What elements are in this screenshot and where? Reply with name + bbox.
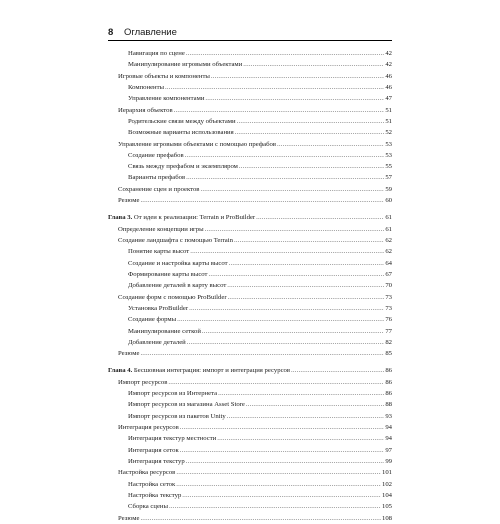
toc-entry[interactable] bbox=[108, 411, 392, 422]
toc-entry-text: Управление игровыми объектами с помощью префабов bbox=[118, 140, 277, 148]
toc-entry-text: Резюме bbox=[118, 350, 140, 358]
toc-entry[interactable] bbox=[108, 235, 392, 246]
toc-page-number: 76 bbox=[385, 316, 392, 324]
toc-entry-title bbox=[118, 235, 233, 246]
toc-entry[interactable] bbox=[108, 490, 392, 501]
toc-entry-text: Компоненты bbox=[128, 83, 165, 91]
toc-entry-text: Сборка сцены bbox=[128, 503, 169, 511]
toc-chapter-block bbox=[108, 212, 392, 359]
toc-entry-title bbox=[128, 388, 217, 399]
toc-entry-text: Варианты префабов bbox=[128, 174, 186, 182]
dot-leader bbox=[174, 105, 385, 116]
dot-leader bbox=[200, 184, 384, 195]
toc-chapter-entry[interactable] bbox=[108, 212, 392, 223]
toc-entry-title bbox=[118, 422, 179, 433]
toc-entry-title bbox=[118, 105, 173, 116]
toc-page-number: 51 bbox=[385, 106, 392, 114]
toc-entry-text: От идеи к реализации: Terrain и ProBuilder bbox=[132, 214, 256, 222]
toc-entry-title bbox=[128, 326, 201, 337]
toc-page-number: 77 bbox=[385, 327, 392, 335]
toc-entry-text: Иерархия объектов bbox=[118, 106, 173, 114]
toc-entry-text: Создание префабов bbox=[128, 151, 184, 159]
toc-entry-title bbox=[118, 467, 175, 478]
dot-leader bbox=[168, 377, 384, 388]
dot-leader bbox=[256, 212, 384, 223]
toc-entry-text: Добавление деталей bbox=[128, 338, 186, 346]
chapter-label: Глава 4. bbox=[108, 367, 133, 375]
toc-entry-title bbox=[128, 150, 184, 161]
toc-page-number: 85 bbox=[385, 350, 392, 358]
toc-entry-text: Интеграция текстур местности bbox=[128, 435, 217, 443]
toc-entry[interactable] bbox=[108, 161, 392, 172]
dot-leader bbox=[180, 445, 385, 456]
toc-entry-text: Родительские связи между объектами bbox=[128, 117, 236, 125]
toc-entry-title bbox=[128, 479, 175, 490]
toc-entry-text: Понятие карты высот bbox=[128, 248, 190, 256]
toc-page-number: 108 bbox=[381, 514, 392, 522]
toc-entry-text: Интеграция ресурсов bbox=[118, 424, 179, 431]
toc-entry-text: Манипулирование игровыми объектами bbox=[128, 61, 243, 69]
toc-entry-title bbox=[128, 161, 238, 172]
toc-page-number: 47 bbox=[385, 95, 392, 103]
toc-page-number: 42 bbox=[385, 50, 392, 57]
toc-page-number: 70 bbox=[385, 282, 392, 290]
toc-entry-title bbox=[108, 212, 255, 223]
toc-page-number: 86 bbox=[385, 390, 392, 398]
toc-entry-title bbox=[128, 246, 189, 257]
toc-entry-text: Определение концепции игры bbox=[118, 225, 204, 233]
dot-leader bbox=[211, 71, 384, 82]
running-title: Оглавление bbox=[123, 27, 177, 38]
toc-entry-title bbox=[118, 292, 227, 303]
dot-leader bbox=[186, 172, 384, 183]
toc-entry-title bbox=[118, 348, 139, 359]
toc-entry-text: Создание формы bbox=[128, 316, 177, 324]
toc-page-number: 62 bbox=[385, 248, 392, 256]
toc-entry[interactable] bbox=[108, 184, 392, 195]
toc-entry[interactable] bbox=[108, 59, 392, 70]
dot-leader bbox=[218, 388, 384, 399]
toc-entry-text: Резюме bbox=[118, 197, 140, 205]
toc-entry[interactable] bbox=[108, 388, 392, 399]
toc-page-number: 102 bbox=[381, 480, 392, 488]
toc-entry-text: Импорт ресурсов из пакетов Unity bbox=[128, 412, 226, 420]
dot-leader bbox=[205, 224, 385, 235]
toc-entry-title bbox=[128, 399, 245, 410]
toc-entry[interactable] bbox=[108, 93, 392, 104]
toc-entry-title bbox=[118, 377, 167, 388]
toc-entry-title bbox=[128, 258, 228, 269]
toc-entry[interactable] bbox=[108, 422, 392, 433]
toc-entry[interactable] bbox=[108, 105, 392, 116]
running-header bbox=[108, 25, 392, 41]
toc-page-number: 73 bbox=[385, 304, 392, 312]
dot-leader bbox=[176, 479, 381, 490]
dot-leader bbox=[140, 195, 384, 206]
dot-leader bbox=[169, 501, 381, 512]
table-of-contents bbox=[108, 48, 392, 524]
toc-entry[interactable] bbox=[108, 269, 392, 280]
toc-page-number: 46 bbox=[385, 83, 392, 91]
toc-entry-title bbox=[118, 513, 139, 524]
toc-entry[interactable] bbox=[108, 433, 392, 444]
toc-entry-title bbox=[128, 82, 164, 93]
toc-entry-text: Связь между префабом и экземпляром bbox=[128, 163, 238, 171]
toc-entry[interactable] bbox=[108, 71, 392, 82]
toc-entry[interactable] bbox=[108, 467, 392, 478]
toc-page-number: 57 bbox=[385, 174, 392, 182]
dot-leader bbox=[180, 422, 385, 433]
toc-page-number: 94 bbox=[385, 435, 392, 443]
toc-page-number: 55 bbox=[385, 163, 392, 171]
toc-page-number: 73 bbox=[385, 293, 392, 301]
toc-entry[interactable] bbox=[108, 172, 392, 183]
toc-chapter-block bbox=[108, 48, 392, 206]
toc-entry[interactable] bbox=[108, 314, 392, 325]
toc-entry-text: Формирование карты высот bbox=[128, 270, 208, 278]
toc-entry-text: Настройка текстур bbox=[128, 491, 182, 499]
toc-page-number: 88 bbox=[385, 401, 392, 409]
toc-entry-text: Установка ProBuilder bbox=[128, 304, 189, 312]
toc-page-number: 51 bbox=[385, 117, 392, 125]
toc-page-number: 94 bbox=[385, 424, 392, 431]
toc-entry[interactable] bbox=[108, 479, 392, 490]
toc-entry[interactable] bbox=[108, 326, 392, 337]
toc-page-number: 52 bbox=[385, 129, 392, 137]
toc-entry-text: Игровые объекты и компоненты bbox=[118, 72, 210, 80]
toc-entry-title bbox=[128, 314, 176, 325]
toc-entry-text: Резюме bbox=[118, 514, 140, 522]
toc-entry[interactable] bbox=[108, 348, 392, 359]
toc-entry-title bbox=[128, 93, 204, 104]
dot-leader bbox=[140, 513, 381, 524]
dot-leader bbox=[239, 161, 384, 172]
dot-leader bbox=[177, 314, 384, 325]
toc-page-number: 86 bbox=[385, 378, 392, 386]
toc-chapter-entry[interactable] bbox=[108, 365, 392, 376]
toc-entry-text: Добавление деталей в карту высот bbox=[128, 282, 227, 290]
dot-leader bbox=[235, 127, 385, 138]
toc-page-number: 105 bbox=[381, 503, 392, 511]
toc-entry-text: Создание и настройка карты высот bbox=[128, 259, 228, 267]
toc-entry-title bbox=[128, 501, 168, 512]
toc-entry-text: Настройка сеток bbox=[128, 480, 176, 488]
toc-entry[interactable] bbox=[108, 116, 392, 127]
toc-entry[interactable] bbox=[108, 456, 392, 467]
toc-entry-text: Интеграция текстур bbox=[128, 457, 185, 465]
toc-entry[interactable] bbox=[108, 377, 392, 388]
toc-page-number: 61 bbox=[385, 214, 392, 222]
dot-leader bbox=[186, 456, 385, 467]
toc-entry-text: Создание форм с помощью ProBuilder bbox=[118, 293, 227, 301]
chapter-label: Глава 3. bbox=[108, 214, 133, 222]
toc-page-number: 62 bbox=[385, 237, 392, 244]
toc-entry-title bbox=[128, 490, 181, 501]
toc-entry[interactable] bbox=[108, 303, 392, 314]
dot-leader bbox=[165, 82, 384, 93]
toc-entry-title bbox=[128, 433, 216, 444]
dot-leader bbox=[277, 139, 384, 150]
toc-entry[interactable] bbox=[108, 513, 392, 524]
dot-leader bbox=[227, 280, 384, 291]
toc-page-number: 53 bbox=[385, 140, 392, 148]
toc-entry-text: Сохранение сцен и проектов bbox=[118, 185, 200, 193]
toc-entry-title bbox=[128, 456, 185, 467]
dot-leader bbox=[190, 246, 384, 257]
toc-entry-text: Импорт ресурсов из Интернета bbox=[128, 390, 218, 398]
toc-entry[interactable] bbox=[108, 501, 392, 512]
toc-entry-title bbox=[108, 365, 290, 376]
toc-entry[interactable] bbox=[108, 258, 392, 269]
toc-entry[interactable] bbox=[108, 195, 392, 206]
header-rule bbox=[108, 40, 392, 41]
toc-page-number: 61 bbox=[385, 225, 392, 233]
toc-entry[interactable] bbox=[108, 82, 392, 93]
dot-leader bbox=[186, 48, 385, 59]
toc-entry-text: Интеграция сеток bbox=[128, 446, 179, 454]
dot-leader bbox=[228, 292, 385, 303]
toc-page-number: 97 bbox=[385, 446, 392, 454]
toc-page-number: 104 bbox=[381, 491, 392, 499]
toc-page-number: 53 bbox=[385, 151, 392, 159]
toc-chapter-block bbox=[108, 365, 392, 523]
toc-entry[interactable] bbox=[108, 150, 392, 161]
toc-entry-title bbox=[128, 445, 179, 456]
toc-entry-title bbox=[128, 48, 185, 59]
dot-leader bbox=[291, 365, 384, 376]
toc-entry-title bbox=[128, 280, 226, 291]
toc-page-number: 99 bbox=[385, 457, 392, 465]
toc-entry-text: Создание ландшафта с помощью Terrain bbox=[118, 237, 233, 244]
dot-leader bbox=[227, 411, 385, 422]
dot-leader bbox=[185, 150, 385, 161]
toc-page-number: 60 bbox=[385, 197, 392, 205]
dot-leader bbox=[246, 399, 384, 410]
toc-entry-title bbox=[128, 411, 226, 422]
toc-entry-text: Возможные варианты использования bbox=[128, 129, 234, 137]
toc-page-number: 59 bbox=[385, 185, 392, 193]
toc-page-number: 67 bbox=[385, 270, 392, 278]
toc-page-number: 93 bbox=[385, 412, 392, 420]
toc-entry[interactable] bbox=[108, 337, 392, 348]
toc-entry-title bbox=[128, 269, 207, 280]
toc-entry[interactable] bbox=[108, 127, 392, 138]
toc-entry-text: Навигация по сцене bbox=[128, 50, 185, 57]
toc-entry-title bbox=[118, 139, 276, 150]
toc-entry[interactable] bbox=[108, 246, 392, 257]
dot-leader bbox=[234, 235, 384, 246]
toc-entry[interactable] bbox=[108, 139, 392, 150]
dot-leader bbox=[229, 258, 385, 269]
dot-leader bbox=[208, 269, 384, 280]
toc-entry-title bbox=[118, 224, 204, 235]
toc-entry-title bbox=[118, 71, 210, 82]
toc-entry-text: Импорт ресурсов bbox=[118, 378, 168, 386]
dot-leader bbox=[202, 326, 384, 337]
toc-entry-title bbox=[128, 116, 236, 127]
toc-page-number: 101 bbox=[381, 469, 392, 477]
toc-entry-title bbox=[118, 195, 139, 206]
dot-leader bbox=[243, 59, 384, 70]
dot-leader bbox=[182, 490, 381, 501]
toc-entry-title bbox=[128, 59, 242, 70]
toc-entry-text: Настройка ресурсов bbox=[118, 469, 176, 477]
dot-leader bbox=[189, 303, 384, 314]
dot-leader bbox=[237, 116, 385, 127]
toc-entry-title bbox=[128, 303, 188, 314]
dot-leader bbox=[217, 433, 384, 444]
dot-leader bbox=[140, 348, 384, 359]
toc-entry-text: Бесшовная интеграция: импорт и интеграция ресурсов bbox=[132, 367, 291, 375]
toc-entry-text: Манипулирование сеткой bbox=[128, 327, 201, 335]
toc-entry-text: Импорт ресурсов из магазина Asset Store bbox=[128, 401, 245, 409]
toc-entry-text: Управление компонентами bbox=[128, 95, 205, 103]
toc-entry-title bbox=[128, 337, 186, 348]
toc-page-number: 64 bbox=[385, 259, 392, 267]
toc-entry-title bbox=[118, 184, 199, 195]
toc-page-number: 46 bbox=[385, 72, 392, 80]
toc-entry[interactable] bbox=[108, 224, 392, 235]
dot-leader bbox=[205, 93, 384, 104]
toc-entry[interactable] bbox=[108, 445, 392, 456]
toc-page-number: 82 bbox=[385, 338, 392, 346]
toc-page-number: 42 bbox=[385, 61, 392, 69]
toc-page-number: 86 bbox=[385, 367, 392, 375]
toc-entry[interactable] bbox=[108, 292, 392, 303]
dot-leader bbox=[187, 337, 385, 348]
toc-entry[interactable] bbox=[108, 48, 392, 59]
toc-entry-title bbox=[128, 127, 234, 138]
toc-entry-title bbox=[128, 172, 185, 183]
page-number: 8 bbox=[108, 27, 114, 38]
dot-leader bbox=[176, 467, 381, 478]
toc-entry[interactable] bbox=[108, 399, 392, 410]
toc-entry[interactable] bbox=[108, 280, 392, 291]
